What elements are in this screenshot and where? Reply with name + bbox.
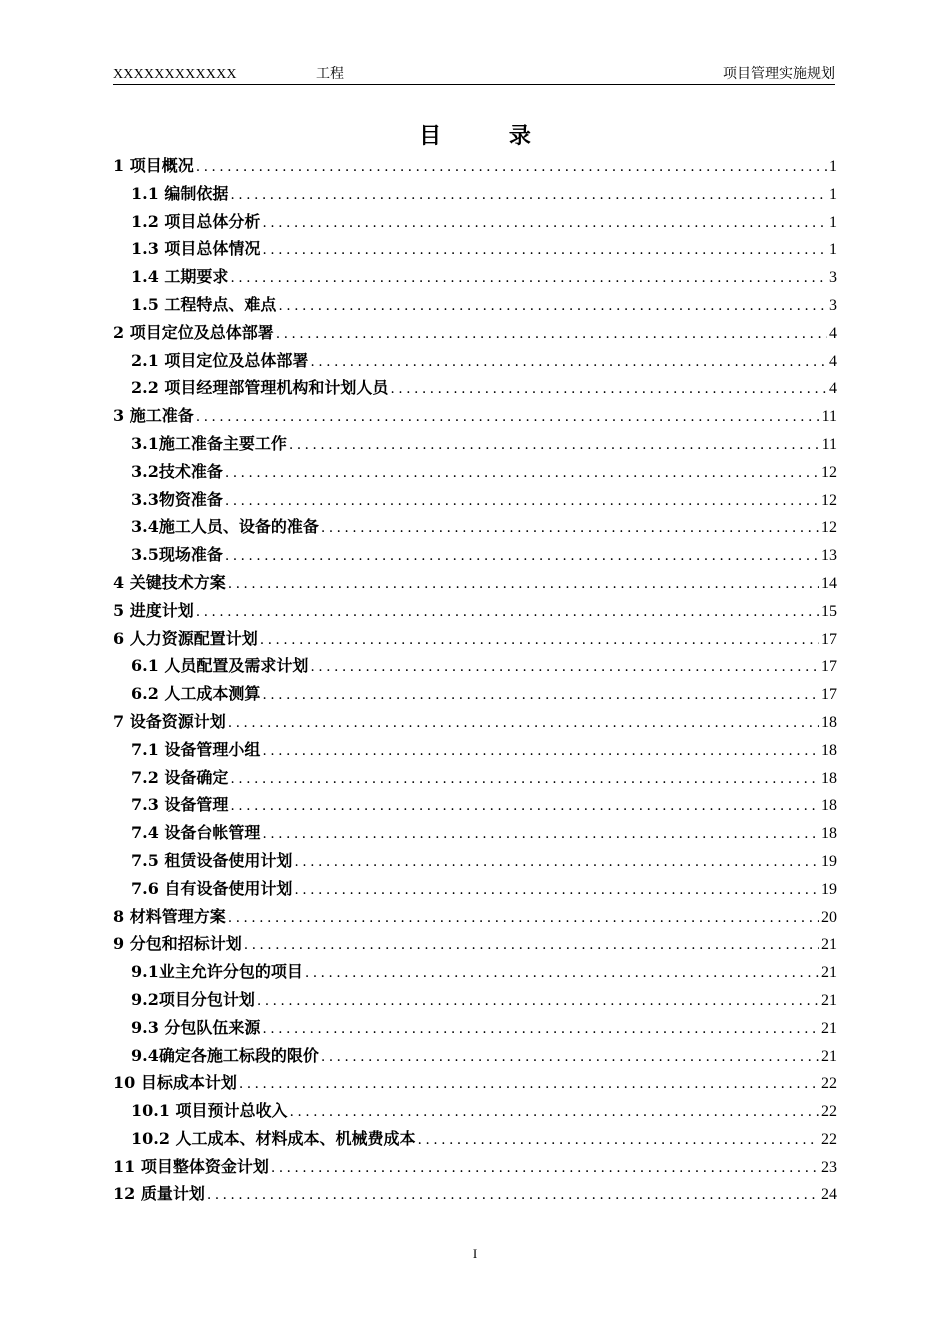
- toc-entry-label: 2 项目定位及总体部署: [113, 322, 274, 342]
- toc-entry-label: 1.2 项目总体分析: [131, 211, 261, 231]
- table-of-contents: [113, 152, 837, 1208]
- toc-entry-label: 1.4 工期要求: [131, 267, 229, 287]
- toc-entry-label: 9.4确定各施工标段的限价: [131, 1045, 319, 1065]
- toc-entry-page: 12: [821, 463, 837, 481]
- toc-entry-page: 12: [821, 519, 837, 537]
- toc-entry-label: 11 项目整体资金计划: [113, 1156, 269, 1176]
- toc-entry[interactable]: [113, 486, 837, 514]
- toc-entry[interactable]: [113, 208, 837, 236]
- toc-entry[interactable]: [113, 708, 837, 736]
- toc-dot-leader: [225, 460, 819, 488]
- toc-entry-label: 10 目标成本计划: [113, 1073, 237, 1093]
- toc-dot-leader: [390, 376, 827, 404]
- toc-dot-leader: [310, 349, 827, 377]
- toc-dot-leader: [276, 321, 827, 349]
- toc-entry-page: 3: [829, 269, 837, 287]
- toc-dot-leader: [228, 710, 819, 738]
- toc-entry[interactable]: [113, 152, 837, 180]
- toc-entry-label: 8 材料管理方案: [113, 906, 226, 926]
- toc-entry-page: 11: [821, 408, 837, 426]
- toc-entry[interactable]: [113, 791, 837, 819]
- toc-dot-leader: [262, 738, 819, 766]
- toc-entry[interactable]: [113, 1014, 837, 1042]
- toc-dot-leader: [310, 654, 819, 682]
- toc-entry-page: 4: [829, 352, 837, 370]
- toc-entry[interactable]: [113, 1042, 837, 1070]
- toc-title: 目 录: [419, 123, 561, 149]
- toc-entry-page: 20: [821, 908, 837, 926]
- toc-entry[interactable]: [113, 1097, 837, 1125]
- toc-dot-leader: [239, 1071, 819, 1099]
- toc-entry-page: 1: [829, 158, 837, 175]
- toc-dot-leader: [196, 599, 819, 627]
- toc-dot-leader: [289, 432, 820, 460]
- toc-entry[interactable]: [113, 291, 837, 319]
- toc-entry-label: 3 施工准备: [113, 406, 194, 426]
- toc-entry-page: 1: [829, 241, 837, 259]
- toc-entry-page: 12: [821, 491, 837, 509]
- toc-entry[interactable]: [113, 513, 837, 541]
- toc-entry-label: 10.1 项目预计总收入: [131, 1101, 288, 1121]
- toc-dot-leader: [271, 1155, 819, 1183]
- toc-dot-leader: [225, 543, 819, 571]
- toc-entry-label: 3.1施工准备主要工作: [131, 433, 287, 453]
- toc-dot-leader: [294, 849, 819, 877]
- toc-entry-page: 17: [821, 630, 837, 648]
- toc-dot-leader: [262, 821, 819, 849]
- toc-dot-leader: [321, 515, 819, 543]
- toc-entry-label: 1.1 编制依据: [131, 183, 229, 203]
- toc-entry-label: 3.5现场准备: [131, 545, 223, 565]
- toc-entry[interactable]: [113, 652, 837, 680]
- toc-entry-page: 21: [821, 1019, 837, 1037]
- toc-entry[interactable]: [113, 180, 837, 208]
- toc-entry[interactable]: [113, 875, 837, 903]
- toc-entry-label: 7 设备资源计划: [113, 711, 226, 731]
- toc-entry[interactable]: [113, 263, 837, 291]
- toc-dot-leader: [290, 1099, 819, 1127]
- toc-dot-leader: [196, 404, 820, 432]
- toc-entry[interactable]: [113, 458, 837, 486]
- toc-entry[interactable]: [113, 402, 837, 430]
- toc-entry-page: 3: [829, 296, 837, 314]
- toc-entry-page: 18: [821, 741, 837, 759]
- toc-entry[interactable]: [113, 1125, 837, 1153]
- toc-entry-page: 22: [821, 1075, 837, 1093]
- toc-dot-leader: [294, 877, 819, 905]
- toc-entry[interactable]: [113, 374, 837, 402]
- toc-entry[interactable]: [113, 764, 837, 792]
- toc-entry-label: 7.1 设备管理小组: [131, 739, 261, 759]
- toc-entry-page: 13: [821, 547, 837, 565]
- toc-entry-page: 14: [821, 574, 837, 592]
- toc-entry[interactable]: [113, 625, 837, 653]
- toc-entry[interactable]: [113, 347, 837, 375]
- toc-entry[interactable]: [113, 1180, 837, 1208]
- toc-dot-leader: [207, 1182, 819, 1210]
- toc-entry-label: 5 进度计划: [113, 600, 194, 620]
- toc-dot-leader: [225, 488, 819, 516]
- toc-entry[interactable]: [113, 930, 837, 958]
- toc-entry-label: 6 人力资源配置计划: [113, 628, 258, 648]
- header-project-code: XXXXXXXXXXXX: [113, 67, 237, 82]
- toc-entry-label: 3.4施工人员、设备的准备: [131, 517, 319, 537]
- toc-entry-label: 3.2技术准备: [131, 461, 223, 481]
- toc-entry-page: 19: [821, 880, 837, 898]
- toc-entry[interactable]: [113, 319, 837, 347]
- toc-dot-leader: [244, 932, 819, 960]
- toc-entry-label: 1.3 项目总体情况: [131, 239, 261, 259]
- toc-entry-page: 4: [829, 380, 837, 398]
- toc-entry-page: 1: [829, 185, 837, 203]
- toc-dot-leader: [321, 1044, 819, 1072]
- toc-entry[interactable]: [113, 235, 837, 263]
- toc-entry-label: 4 关键技术方案: [113, 572, 226, 592]
- toc-entry-page: 18: [821, 825, 837, 843]
- toc-dot-leader: [230, 182, 827, 210]
- toc-entry[interactable]: [113, 1153, 837, 1181]
- toc-entry-label: 7.5 租赁设备使用计划: [131, 850, 293, 870]
- toc-entry-page: 15: [821, 602, 837, 620]
- toc-dot-leader: [262, 1016, 819, 1044]
- toc-dot-leader: [230, 265, 827, 293]
- toc-entry[interactable]: [113, 903, 837, 931]
- toc-dot-leader: [418, 1127, 819, 1155]
- toc-entry-label: 1.5 工程特点、难点: [131, 294, 277, 314]
- toc-entry-page: 18: [821, 769, 837, 787]
- toc-entry-label: 7.2 设备确定: [131, 767, 229, 787]
- toc-entry-page: 23: [821, 1158, 837, 1176]
- toc-entry[interactable]: [113, 736, 837, 764]
- toc-entry[interactable]: [113, 541, 837, 569]
- toc-dot-leader: [196, 154, 827, 182]
- toc-dot-leader: [262, 682, 819, 710]
- toc-entry-page: 21: [821, 964, 837, 982]
- toc-entry-label: 7.6 自有设备使用计划: [131, 878, 293, 898]
- toc-entry-page: 22: [821, 1103, 837, 1121]
- toc-entry-page: 18: [821, 713, 837, 731]
- toc-entry-page: 11: [821, 435, 837, 453]
- toc-dot-leader: [230, 766, 819, 794]
- toc-entry[interactable]: [113, 958, 837, 986]
- toc-entry[interactable]: [113, 569, 837, 597]
- toc-entry[interactable]: [113, 1069, 837, 1097]
- toc-entry-label: 1 项目概况: [113, 156, 194, 175]
- toc-entry-page: 22: [821, 1130, 837, 1148]
- toc-entry-page: 19: [821, 852, 837, 870]
- toc-entry-label: 12 质量计划: [113, 1184, 205, 1204]
- toc-entry-label: 9.2项目分包计划: [131, 989, 255, 1009]
- header-project-type: 工程: [316, 67, 344, 82]
- toc-entry[interactable]: [113, 847, 837, 875]
- toc-entry-page: 17: [821, 658, 837, 676]
- toc-entry-label: 9.3 分包队伍来源: [131, 1017, 261, 1037]
- toc-entry-page: 21: [821, 936, 837, 954]
- toc-dot-leader: [260, 627, 819, 655]
- toc-entry-label: 10.2 人工成本、材料成本、机械费成本: [131, 1128, 416, 1148]
- toc-entry-label: 6.1 人员配置及需求计划: [131, 656, 309, 676]
- toc-entry-label: 2.2 项目经理部管理机构和计划人员: [131, 378, 389, 398]
- toc-entry-label: 3.3物资准备: [131, 489, 223, 509]
- toc-entry-label: 9 分包和招标计划: [113, 934, 242, 954]
- toc-entry-page: 1: [829, 213, 837, 231]
- toc-entry-label: 2.1 项目定位及总体部署: [131, 350, 309, 370]
- toc-entry-page: 21: [821, 991, 837, 1009]
- toc-entry[interactable]: [113, 986, 837, 1014]
- toc-dot-leader: [257, 988, 819, 1016]
- toc-entry-page: 24: [821, 1186, 837, 1204]
- toc-entry[interactable]: [113, 819, 837, 847]
- toc-dot-leader: [228, 905, 819, 933]
- toc-entry-label: 6.2 人工成本测算: [131, 684, 261, 704]
- page-number: I: [472, 1246, 478, 1261]
- toc-dot-leader: [305, 960, 819, 988]
- toc-dot-leader: [262, 210, 827, 238]
- toc-dot-leader: [262, 237, 827, 265]
- toc-entry-label: 7.3 设备管理: [131, 795, 229, 815]
- toc-entry-label: 9.1业主允许分包的项目: [131, 962, 303, 982]
- toc-entry-page: 17: [821, 686, 837, 704]
- toc-entry-page: 4: [829, 324, 837, 342]
- toc-entry-page: 21: [821, 1047, 837, 1065]
- toc-entry-page: 18: [821, 797, 837, 815]
- header-document-title: 项目管理实施规划: [723, 67, 835, 82]
- toc-entry-label: 7.4 设备台帐管理: [131, 823, 261, 843]
- toc-dot-leader: [278, 293, 827, 321]
- toc-entry[interactable]: [113, 430, 837, 458]
- toc-entry[interactable]: [113, 680, 837, 708]
- toc-dot-leader: [230, 793, 819, 821]
- toc-dot-leader: [228, 571, 819, 599]
- page-header: [113, 66, 835, 85]
- toc-entry[interactable]: [113, 597, 837, 625]
